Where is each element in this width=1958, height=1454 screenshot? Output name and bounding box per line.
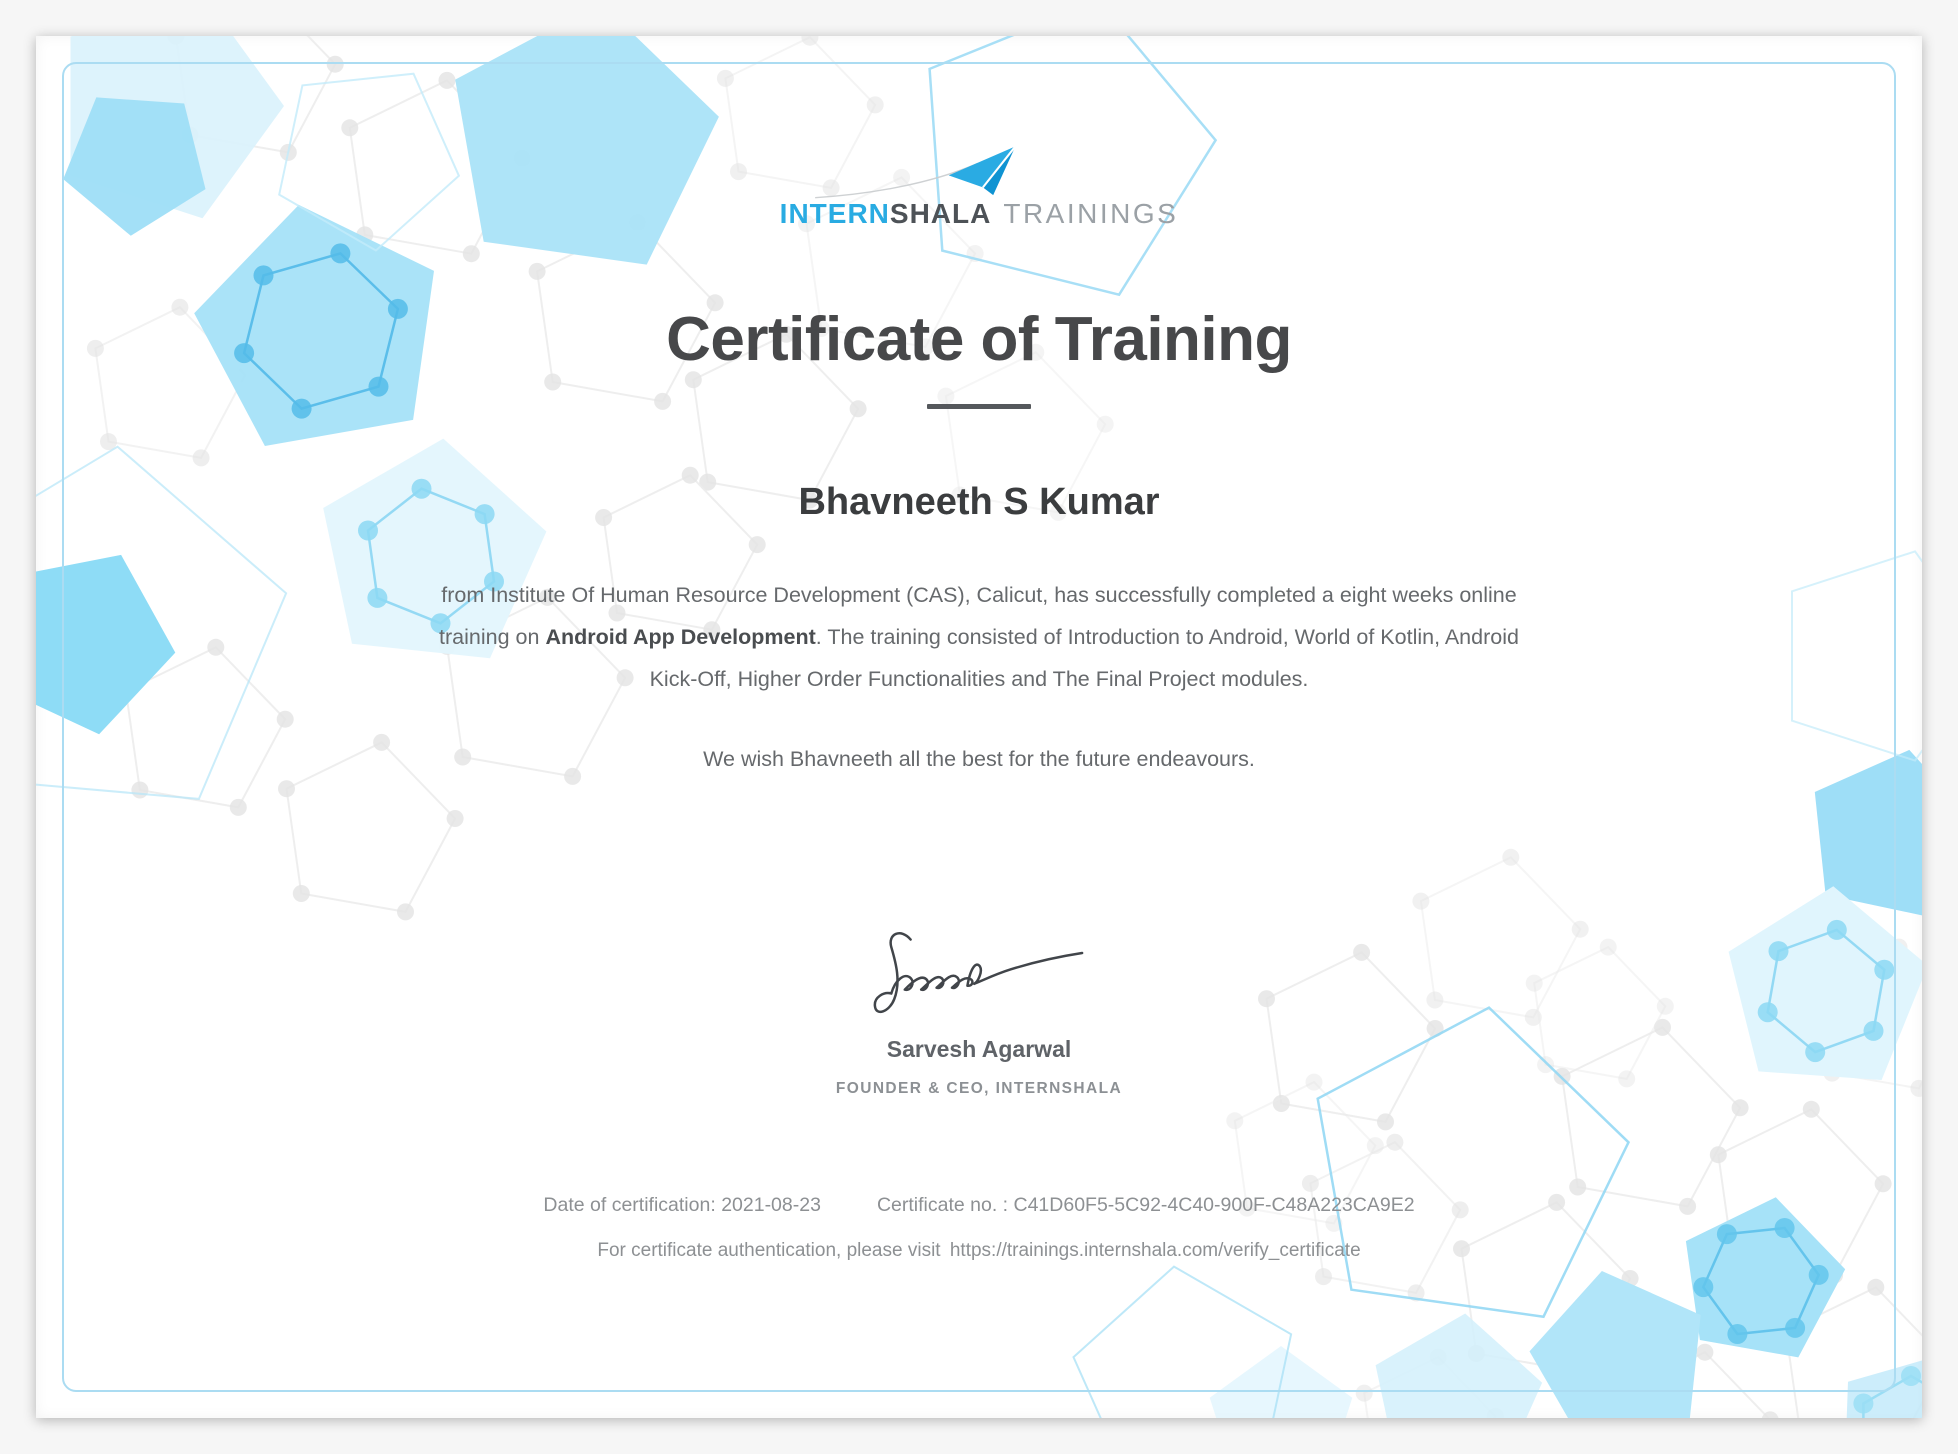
auth-text: For certificate authentication, please visit — [597, 1240, 941, 1261]
logo-block — [780, 144, 1179, 228]
certificate-content — [36, 36, 1922, 1418]
signatory-name: Sarvesh Agarwal — [886, 1036, 1072, 1062]
signatory-role: FOUNDER & CEO, INTERNSHALA — [835, 1080, 1123, 1097]
logo-intern: INTERN — [779, 198, 890, 229]
certificate-page — [36, 36, 1922, 1418]
logo-shala: SHALA — [889, 198, 992, 229]
course-name: Android App Development — [545, 625, 816, 649]
certificate-number — [877, 1194, 1415, 1217]
authentication-note — [36, 1240, 1922, 1262]
logo-text — [780, 200, 1179, 228]
certificate-number-value: C41D60F5-5C92-4C40-900F-C48A223CA9E2 — [1013, 1194, 1415, 1216]
date-label: Date of certification: — [543, 1194, 716, 1216]
certificate-title: Certificate of Training — [666, 305, 1292, 374]
signature-image — [863, 926, 1095, 1032]
certification-date — [543, 1194, 821, 1217]
internshala-logo — [36, 144, 1922, 228]
certificate-number-label: Certificate no. : — [876, 1194, 1009, 1216]
certificate-body-text — [434, 574, 1524, 700]
verification-url: https://trainings.internshala.com/verify_certificate — [949, 1240, 1361, 1261]
certificate-meta-row — [36, 1194, 1922, 1217]
title-divider — [927, 404, 1031, 409]
body-text-suffix: . The training consisted of Introduction to Android, World of Kotlin, Android Kick-Off, Higher Order Functionalities and The Final Project modules. — [649, 625, 1519, 691]
recipient-name: Bhavneeth S Kumar — [798, 481, 1160, 523]
logo-trainings: TRAININGS — [1003, 198, 1179, 229]
wish-line: We wish Bhavneeth all the best for the future endeavours. — [703, 747, 1255, 771]
date-value: 2021-08-23 — [721, 1194, 821, 1216]
paper-plane-icon — [810, 144, 1024, 200]
body-text-prefix: from Institute Of Human Resource Development (CAS), Calicut, has successfully completed a eight weeks online training on — [439, 583, 1517, 649]
